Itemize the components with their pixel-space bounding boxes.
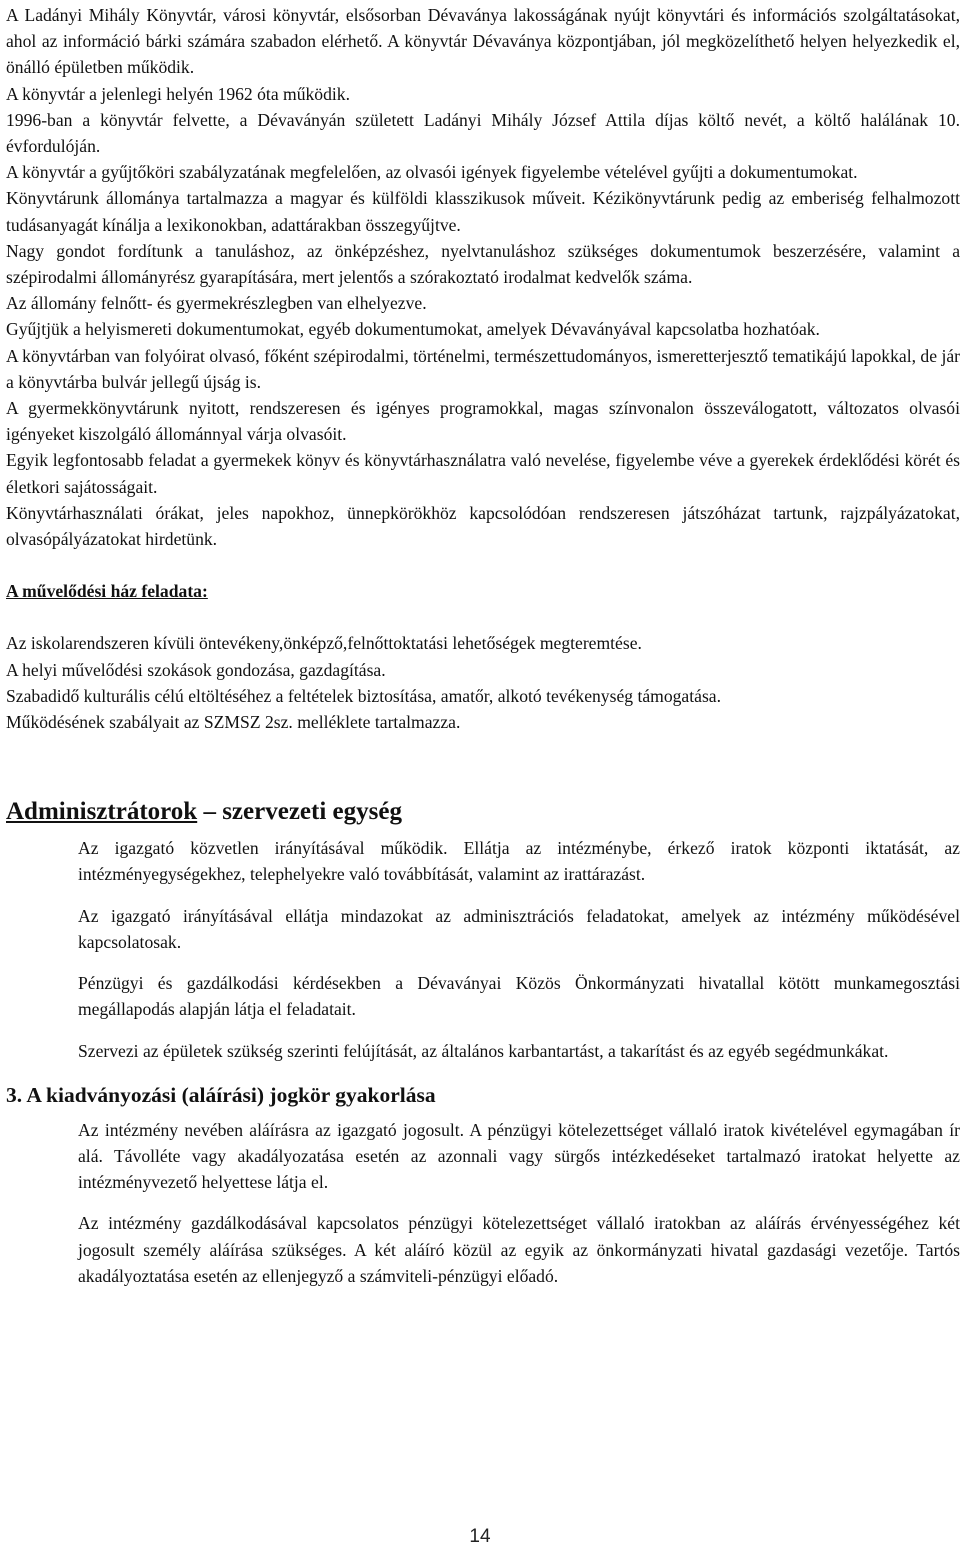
adminisztratorok-paragraph: Szervezi az épületek szükség szerinti felújítását, az általános karbantartást, a takarítást és az egyéb segédmunkákat. (78, 1040, 889, 1061)
adminisztratorok-title (6, 797, 960, 827)
intro-paragraph: Az állomány felnőtt- és gyermekrészlegben van elhelyezve. (6, 293, 427, 314)
muvelodesi-haz-line: Szabadidő kulturális célú eltöltéséhez a feltételek biztosítása, amatőr, alkotó tevékenység támogatása. (6, 685, 721, 706)
page-number: 14 (469, 1526, 491, 1547)
muvelodesi-haz-line: Az iskolarendszeren kívüli öntevékeny,önképző,felnőttoktatási lehetőségek megteremtése. (6, 633, 642, 654)
kiadvanyozasi-paragraph: Az intézmény gazdálkodásával kapcsolatos pénzügyi kötelezettséget vállaló iratokban az aláírás érvényességéhez két jogosult személy aláírása szükséges. A két aláíró közül az egyik az önkormányzati hivatal gazdasági vezetője. Tartós akadályoztatása esetén az ellenjegyző a számviteli-pénzügyi előadó. (78, 1213, 960, 1286)
intro-paragraph: A gyermekkönyvtárunk nyitott, rendszeresen és igényes programokkal, magas színvonalon összeválogatott, változatos olvasói igényeket kiszolgáló állománnyal várja olvasóit. (6, 398, 960, 445)
intro-paragraph: Gyűjtjük a helyismereti dokumentumokat, egyéb dokumentumokat, amelyek Dévaványával kapcsolatba hozhatóak. (6, 319, 820, 340)
muvelodesi-haz-heading: A művelődési ház feladata: (6, 581, 208, 602)
intro-paragraph: A könyvtárban van folyóirat olvasó, főként szépirodalmi, történelmi, természettudományos, ismeretterjesztő tematikájú lapokkal, de jár a könyvtárba bulvár jellegű újság is. (6, 345, 960, 392)
intro-paragraph: 1996-ban a könyvtár felvette, a Dévaványán született Ladányi Mihály József Attila díjas költő nevét, a költő halálának 10. évfordulóján. (6, 109, 960, 157)
adminisztratorok-paragraph: Pénzügyi és gazdálkodási kérdésekben a Dévaványai Közös Önkormányzati hivatallal kötött munkamegosztási megállapodás alapján látja el feladatait. (78, 973, 960, 1020)
intro-paragraph: Könyvtárunk állománya tartalmazza a magyar és külföldi klasszikusok műveit. Kézikönyvtárunk pedig az emberiség felhalmozott tudásanyagát kínálja a lexikonokban, adattárakban összegyűjtve. (6, 188, 960, 235)
kiadvanyozasi-title: 3. A kiadványozási (aláírási) jogkör gyakorlása (6, 1082, 436, 1107)
intro-paragraph: A Ladányi Mihály Könyvtár, városi könyvtár, elsősorban Dévaványa lakosságának nyújt könyvtári és információs szolgáltatásokat, ahol az információ bárki számára szabadon elérhető. A könyvtár Dévaványa központjában, jól megközelíthető helyen helyezkedik el, önálló épületben működik. (6, 5, 960, 78)
kiadvanyozasi-paragraph: Az intézmény nevében aláírásra az igazgató jogosult. A pénzügyi kötelezettséget vállaló iratok kivételével egymagában ír alá. Távolléte vagy akadályozatása esetén az azonnali vagy sürgős intézkedéseket tartalmazó iratokat helyette az intézményvezető helyettese látja el. (78, 1119, 960, 1193)
adminisztratorok-paragraph: Az igazgató közvetlen irányításával működik. Ellátja az intézménybe, érkező iratok központi iktatását, az intézményegységekhez, telephelyekre való továbbítását, valamint az irattárazást. (78, 838, 960, 885)
intro-paragraph: Nagy gondot fordítunk a tanuláshoz, az önképzéshez, nyelvtanuláshoz szükséges dokumentumok beszerzésére, valamint a szépirodalmi állományrész gyarapítására, mert jelentős a szórakoztató irodalmat kedvelők száma. (6, 240, 960, 288)
adminisztratorok-title-underlined: Adminisztrátorok (6, 798, 198, 826)
intro-paragraph: A könyvtár a gyűjtőköri szabályzatának megfelelően, az olvasói igények figyelembe vételével gyűjti a dokumentumokat. (6, 162, 858, 183)
muvelodesi-haz-line: A helyi művelődési szokások gondozása, gazdagítása. (6, 659, 386, 680)
intro-paragraph: A könyvtár a jelenlegi helyén 1962 óta működik. (6, 83, 350, 104)
intro-paragraph: Egyik legfontosabb feladat a gyermekek könyv és könyvtárhasználatra való nevelése, figyelembe véve a gyerekek érdeklődési körét és életkori sajátosságait. (6, 450, 960, 497)
intro-paragraph: Könyvtárhasználati órákat, jeles napokhoz, ünnepkörökhöz kapcsolódóan rendszeresen játszóházat tartunk, rajzpályázatokat, olvasópályázatokat hirdetünk. (6, 502, 960, 550)
document-body (6, 2, 960, 1289)
adminisztratorok-title-rest: – szervezeti egység (197, 798, 402, 826)
adminisztratorok-paragraph: Az igazgató irányításával ellátja mindazokat az adminisztrációs feladatokat, amelyek az intézmény működésével kapcsolatosak. (78, 905, 960, 952)
muvelodesi-haz-line: Működésének szabályait az SZMSZ 2sz. melléklete tartalmazza. (6, 712, 461, 733)
